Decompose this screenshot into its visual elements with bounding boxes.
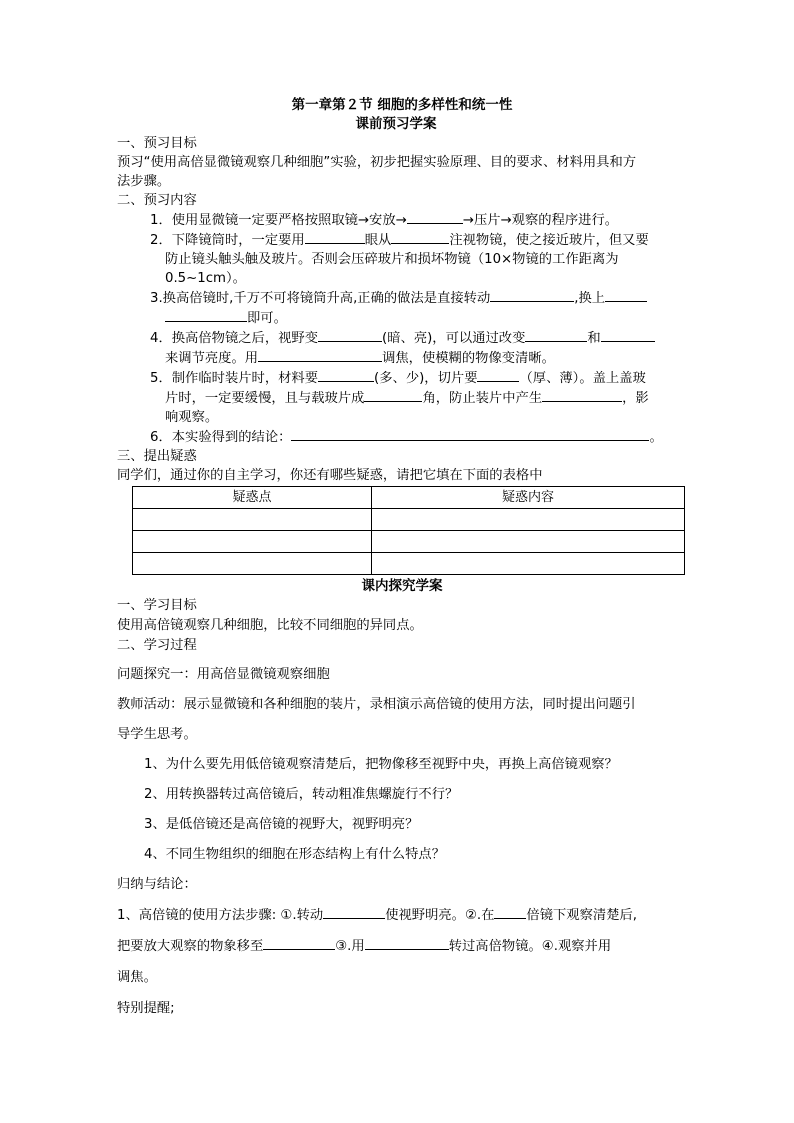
table-cell[interactable] (133, 553, 372, 575)
item-6: 6．本实验得到的结论： 。 (117, 427, 687, 447)
blank-field[interactable] (525, 328, 587, 342)
blank-field[interactable] (291, 427, 649, 441)
table-cell[interactable] (133, 531, 372, 553)
section-title-explore: 课内探究学案 (361, 578, 443, 594)
preview-goal-text-2: 法步骤。 (117, 174, 171, 189)
teacher-activity-2: 导学生思考。 (117, 727, 197, 742)
conclusion-1: 1、高倍镜的使用方法步骤: ①.转动 使视野明亮。②.在 倍镜下观察清楚后, (117, 900, 687, 931)
summary-heading: 归纳与结论： (117, 877, 197, 892)
col-header-point: 疑惑点 (133, 487, 372, 509)
questions-text: 同学们，通过你的自主学习，你还有哪些疑惑，请把它填在下面的表格中 (117, 468, 543, 483)
item-2-cont2: 0.5~1cm）。 (165, 271, 246, 286)
blank-field[interactable] (263, 936, 335, 950)
blank-field[interactable] (318, 368, 374, 382)
blank-field[interactable] (494, 905, 526, 919)
blank-field[interactable] (165, 308, 247, 322)
learning-goal-text: 使用高倍镜观察几种细胞，比较不同细胞的异同点。 (117, 618, 423, 633)
table-row (133, 509, 685, 531)
table-cell[interactable] (133, 509, 372, 531)
conclusion-1-cont: 把要放大观察的物象移至 ③.用 转过高倍物镜。④.观察并用 (117, 931, 687, 962)
blank-field[interactable] (477, 368, 519, 382)
blank-field[interactable] (490, 288, 574, 302)
blank-field[interactable] (391, 230, 449, 244)
question-1: 1、为什么要先用低倍镜观察清楚后，把物像移至视野中央，再换上高倍镜观察？ (144, 757, 618, 772)
heading-questions: 三、提出疑惑 (117, 449, 197, 464)
table-row (133, 531, 685, 553)
item-5: 5．制作临时装片时，材料要 (多、少)，切片要 （厚、薄）。盖上盖玻 (117, 368, 687, 388)
item-4: 4．换高倍物镜之后，视野变 (暗、亮)，可以通过改变 和 (117, 328, 687, 348)
item-5-cont2: 响观察。 (165, 410, 219, 425)
item-1: 1．使用显微镜一定要严格按照取镜→安放→ →压片→观察的程序进行。 (117, 210, 687, 230)
heading-learning-goal: 一、学习目标 (117, 598, 197, 613)
table-cell[interactable] (372, 509, 685, 531)
heading-learning-process: 二、学习过程 (117, 638, 197, 653)
item-5-cont: 片时，一定要缓慢，且与载玻片成 角，防止装片中产生 ，影 (117, 388, 687, 408)
heading-preview-goal: 一、预习目标 (117, 136, 197, 151)
item-2-cont: 防止镜头触头触及玻片。否则会压碎玻片和损坏物镜（10×物镜的工作距离为 (165, 252, 619, 267)
special-reminder: 特别提醒; (117, 1001, 175, 1016)
teacher-activity: 教师活动：展示显微镜和各种细胞的装片，录相演示高倍镜的使用方法，同时提出问题引 (117, 697, 636, 712)
table-row (133, 553, 685, 575)
conclusion-1-cont2: 调焦。 (117, 970, 157, 985)
blank-field[interactable] (542, 388, 622, 402)
blank-field[interactable] (407, 210, 463, 224)
question-4: 4、不同生物组织的细胞在形态结构上有什么特点？ (144, 847, 445, 862)
item-2: 2．下降镜筒时，一定要用 眼从 注视物镜，使之接近玻片，但又要 (117, 230, 687, 250)
item-3-cont: 即可。 (117, 308, 687, 328)
section-title-preview: 课前预习学案 (355, 116, 437, 132)
page-title: 第一章第２节 细胞的多样性和统一性 (291, 97, 513, 113)
blank-field[interactable] (605, 288, 647, 302)
table-cell[interactable] (372, 531, 685, 553)
blank-field[interactable] (323, 905, 385, 919)
blank-field[interactable] (364, 388, 422, 402)
col-header-content: 疑惑内容 (372, 487, 685, 509)
inquiry-title: 问题探究一：用高倍显微镜观察细胞 (117, 667, 330, 682)
worksheet (117, 96, 687, 1024)
table-cell[interactable] (372, 553, 685, 575)
blank-field[interactable] (601, 328, 655, 342)
question-3: 3、是低倍镜还是高倍镜的视野大，视野明亮？ (144, 817, 419, 832)
question-2: 2、用转换器转过高倍镜后，转动粗准焦螺旋行不行？ (144, 787, 459, 802)
questions-table (132, 486, 685, 575)
heading-preview-content: 二、预习内容 (117, 193, 197, 208)
item-4-cont: 来调节亮度。用 调焦，使模糊的物像变清晰。 (117, 348, 687, 368)
preview-goal-text: 预习“使用高倍显微镜观察几种细胞”实验，初步把握实验原理、目的要求、材料用具和方 (117, 155, 637, 170)
blank-field[interactable] (318, 328, 382, 342)
item-3: 3.换高倍镜时,千万不可将镜筒升高,正确的做法是直接转动 ,换上 (117, 288, 687, 308)
blank-field[interactable] (258, 348, 382, 362)
blank-field[interactable] (305, 230, 365, 244)
explore-section (117, 596, 687, 656)
blank-field[interactable] (365, 936, 449, 950)
